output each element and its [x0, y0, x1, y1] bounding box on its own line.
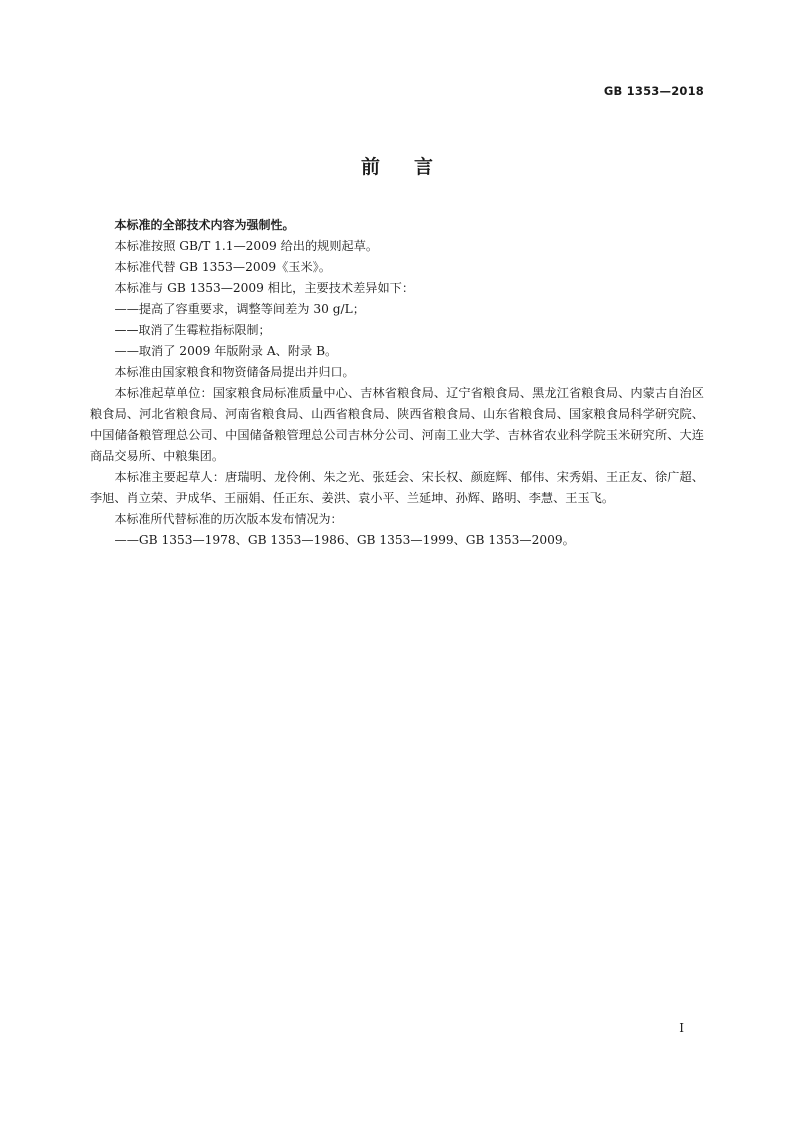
paragraph-history-intro: 本标准所代替标准的历次版本发布情况为：	[114, 512, 343, 526]
paragraph-difference-3: ——取消了 2009 年版附录 A、附录 B。	[114, 344, 338, 358]
paragraph-drafting-units: 本标准起草单位：国家粮食局标准质量中心、吉林省粮食局、辽宁省粮食局、黑龙江省粮食局、内蒙古自治区粮食局、河北省粮食局、河南省粮食局、山西省粮食局、陕西省粮食局、山东省粮食局、国家粮食局科学研究院、中国储备粮管理总公司、中国储备粮管理总公司吉林分公司、河南工业大学、吉林省农业科学院玉米研究所、大连商品交易所、中粮集团。	[90, 386, 704, 463]
paragraph-mandatory: 本标准的全部技术内容为强制性。	[114, 218, 295, 232]
paragraph-differences-intro: 本标准与 GB 1353—2009 相比，主要技术差异如下：	[114, 281, 415, 295]
document-code: GB 1353—2018	[603, 84, 704, 98]
paragraph-difference-1: ——提高了容重要求，调整等间差为 30 g/L；	[114, 302, 365, 316]
page-title: 前言	[360, 156, 467, 178]
paragraph-proposer: 本标准由国家粮食和物资储备局提出并归口。	[114, 365, 355, 379]
page-number: I	[679, 1021, 684, 1035]
paragraph-replaces: 本标准代替 GB 1353—2009《玉米》。	[114, 260, 331, 274]
paragraph-history-list: ——GB 1353—1978、GB 1353—1986、GB 1353—1999、GB 1353—2009。	[114, 533, 575, 547]
paragraph-drafting-rules: 本标准按照 GB/T 1.1—2009 给出的规则起草。	[114, 239, 379, 253]
foreword-body	[90, 215, 704, 551]
paragraph-drafters: 本标准主要起草人：唐瑞明、龙伶俐、朱之光、张廷会、宋长权、颜庭辉、郁伟、宋秀娟、王正友、徐广超、李旭、肖立荣、尹成华、王丽娟、任正东、姜洪、袁小平、兰延坤、孙辉、路明、李慧、王玉飞。	[90, 470, 704, 505]
paragraph-difference-2: ——取消了生霉粒指标限制；	[114, 323, 271, 337]
